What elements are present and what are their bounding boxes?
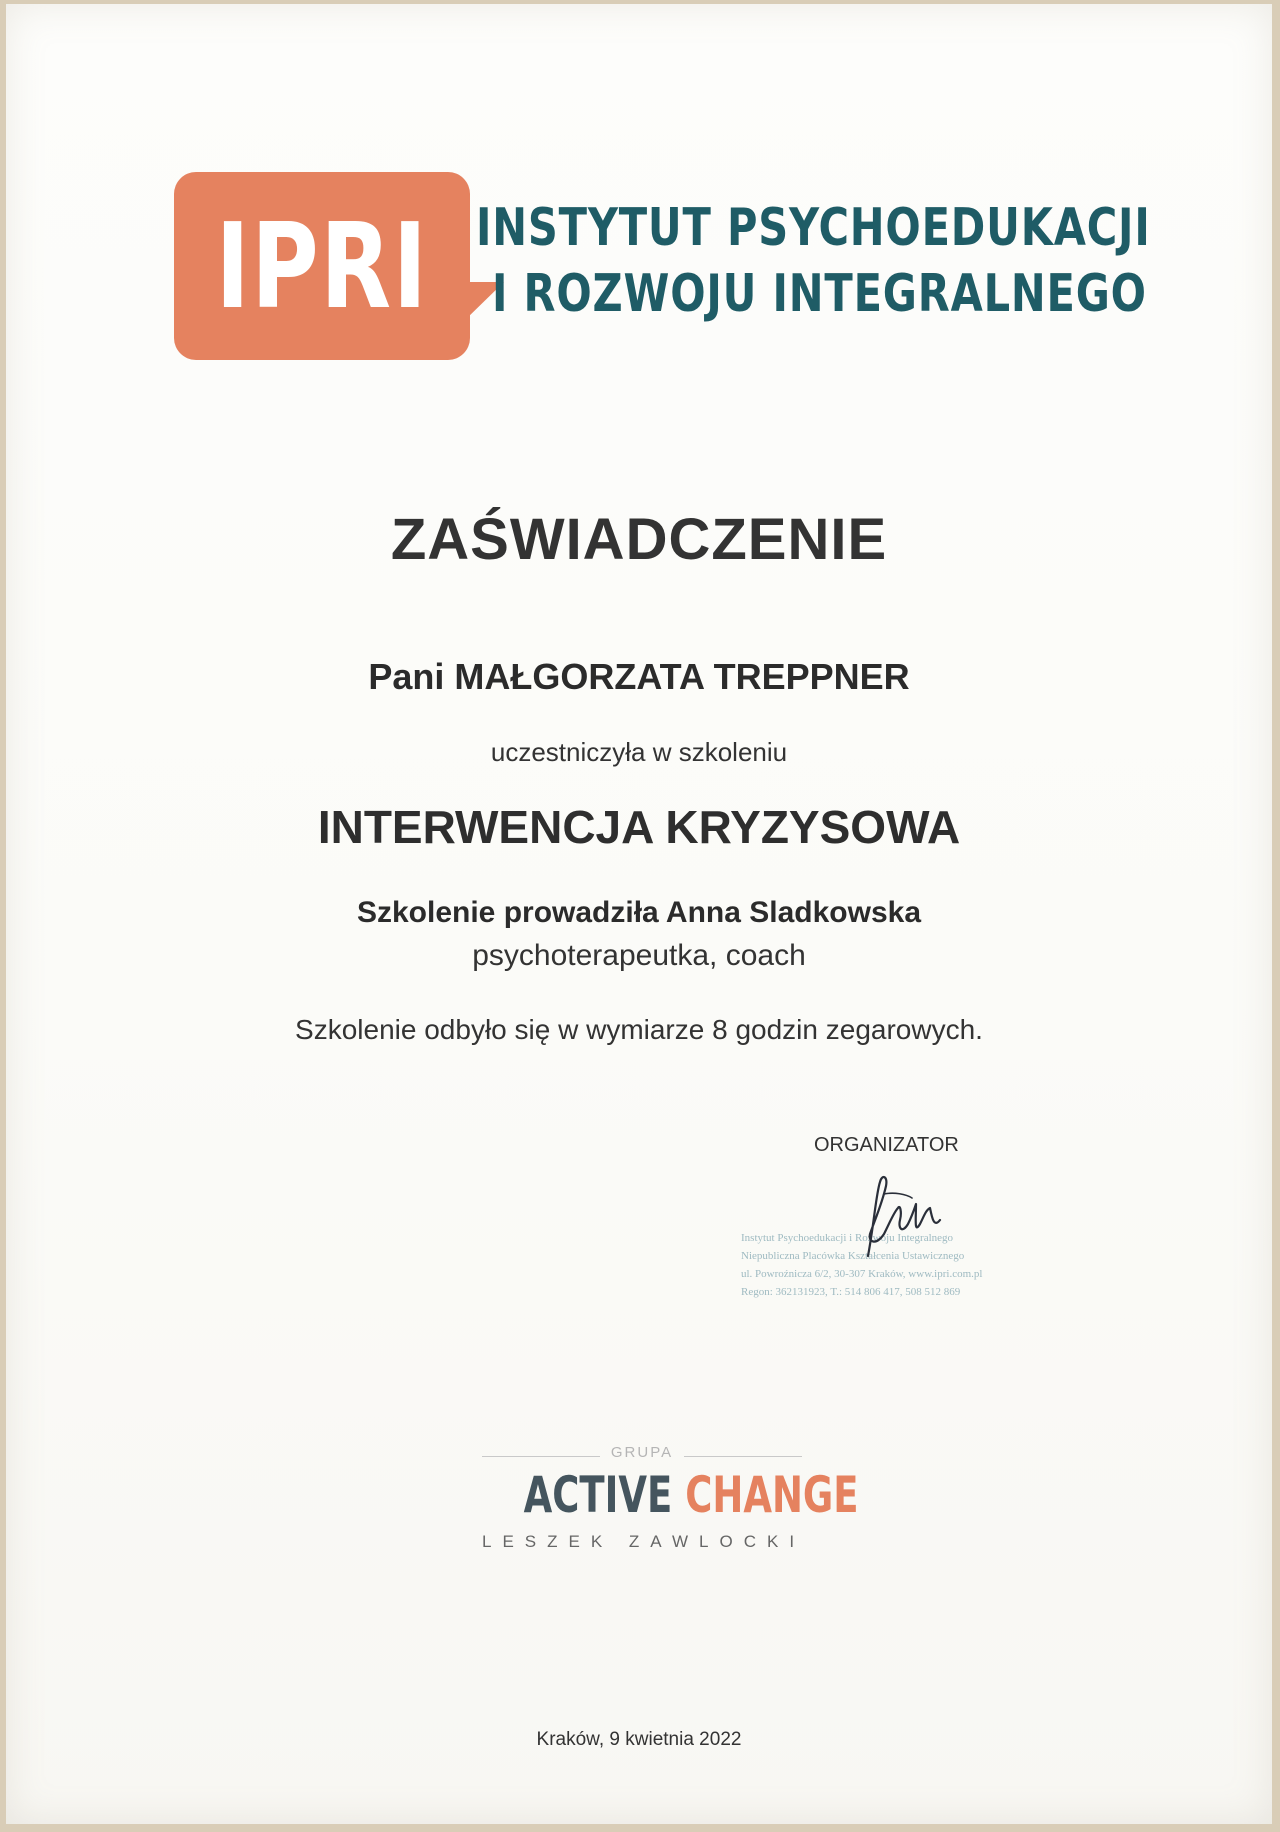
signature-icon: [854, 1164, 974, 1264]
active-change-logo: [482, 1444, 859, 1554]
stamp-line: ul. Powroźnicza 6/2, 30-307 Kraków, www.ipri.com.pl: [741, 1268, 983, 1280]
stamp-line: Instytut Psychoedukacji i Rozwoju Integralnego: [741, 1232, 954, 1244]
stamp-line: Niepubliczna Placówka Kształcenia Ustawicznego: [741, 1250, 965, 1262]
stamp-line: Regon: 362131923, T.: 514 806 417, 508 512 869: [741, 1286, 961, 1298]
logo-group-label: GRUPA: [610, 1444, 674, 1461]
logo-acronym: IPRI: [215, 197, 429, 335]
instructor-line: Szkolenie prowadziła Anna Sladkowska: [356, 896, 922, 929]
certificate-page: [6, 4, 1272, 1824]
recipient-name: Pani MAŁGORZATA TREPPNER: [368, 656, 910, 697]
participation-text: uczestniczyła w szkoleniu: [490, 737, 788, 767]
document-title: ZAŚWIADCZENIE: [390, 507, 888, 572]
ipri-logo: [174, 172, 1151, 362]
place-date: Kraków, 9 kwietnia 2022: [536, 1729, 742, 1750]
institute-name-line2: I ROZWOJU INTEGRALNEGO: [492, 264, 1147, 324]
institute-name-line1: INSTYTUT PSYCHOEDUKACJI: [476, 198, 1151, 258]
logo-brand-name: [523, 1466, 859, 1524]
instructor-role: psychoterapeutka, coach: [472, 939, 806, 972]
logo-brand-owner: LESZEK ZAWLOCKI: [482, 1532, 806, 1551]
organizer-label: ORGANIZATOR: [814, 1134, 959, 1156]
logo-brand-active: ACTIVE: [523, 1466, 673, 1524]
course-title: INTERWENCJA KRYZYSOWA: [317, 801, 961, 853]
duration-text: Szkolenie odbyło się w wymiarze 8 godzin zegarowych.: [295, 1014, 983, 1045]
logo-brand-change: CHANGE: [685, 1466, 859, 1524]
